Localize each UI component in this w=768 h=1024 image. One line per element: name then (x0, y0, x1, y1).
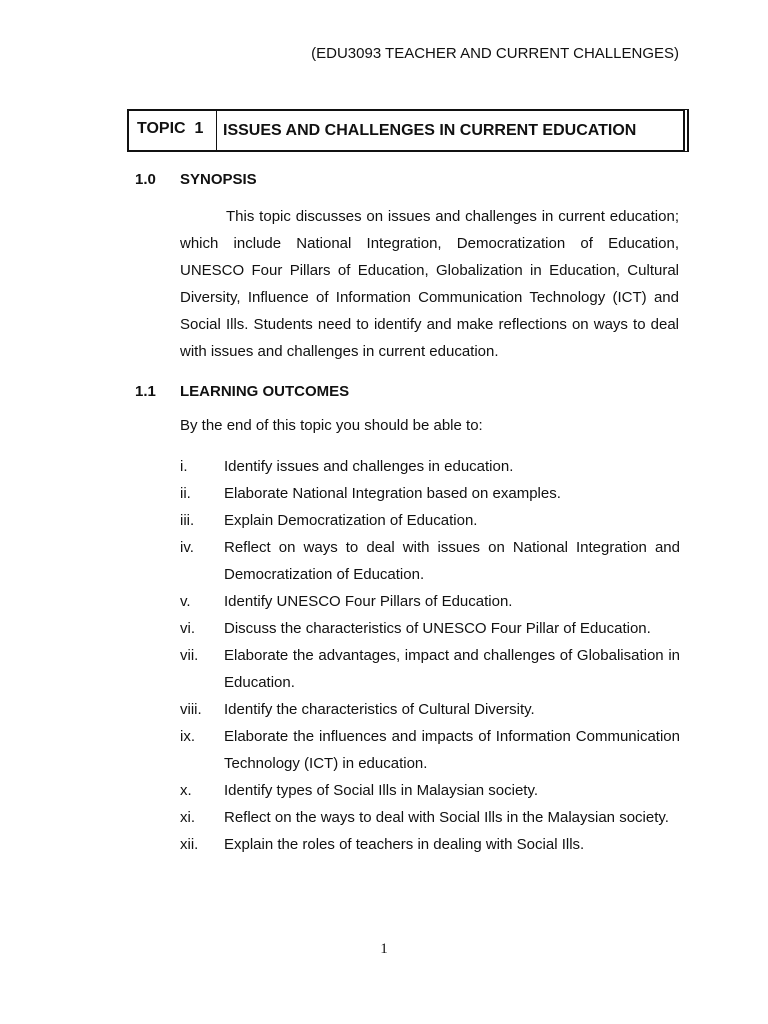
list-item-text: Elaborate the advantages, impact and challenges of Globalisation in Education. (224, 647, 680, 691)
list-item-number: x. (180, 782, 192, 799)
list-item-text: Explain Democratization of Education. (224, 512, 478, 529)
list-item (180, 642, 680, 696)
outcomes-intro: By the end of this topic you should be able to: (180, 417, 483, 434)
list-item (180, 588, 680, 615)
list-item-number: i. (180, 458, 188, 475)
list-item-number: xii. (180, 836, 199, 853)
list-item-number: v. (180, 593, 191, 610)
list-item-number: viii. (180, 701, 202, 718)
list-item (180, 480, 680, 507)
list-item (180, 804, 680, 831)
list-item-number: iv. (180, 539, 194, 556)
topic-title: ISSUES AND CHALLENGES IN CURRENT EDUCATION (223, 122, 637, 139)
page-number: 1 (380, 941, 388, 957)
section-number: 1.1 (135, 383, 156, 400)
synopsis-text: This topic discusses on issues and challenges in current education; which include National Integration, Democratization of Education, UNESCO Four Pillars of Education, Globalization in Education, Cultural Diversity, Influence of Information Communication Technology (ICT) and Social Ills. Students need to identify and make reflections on ways to deal with issues and challenges in current education. (180, 208, 679, 360)
synopsis-paragraph (180, 203, 679, 365)
list-item-number: iii. (180, 512, 195, 529)
list-item-number: vii. (180, 647, 199, 664)
section-title: SYNOPSIS (180, 171, 257, 188)
list-item (180, 534, 680, 588)
list-item-text: Discuss the characteristics of UNESCO Four Pillar of Education. (224, 620, 651, 637)
list-item (180, 831, 680, 858)
list-item-text: Identify issues and challenges in education. (224, 458, 514, 475)
list-item-text: Identify the characteristics of Cultural Diversity. (224, 701, 535, 718)
list-item-text: Explain the roles of teachers in dealing with Social Ills. (224, 836, 585, 853)
topic-banner (127, 109, 685, 152)
outcomes-list (180, 453, 680, 858)
list-item-number: ii. (180, 485, 191, 502)
list-item (180, 723, 680, 777)
list-item-text: Identify UNESCO Four Pillars of Education. (224, 593, 513, 610)
list-item-text: Reflect on the ways to deal with Social Ills in the Malaysian society. (224, 809, 669, 826)
list-item-number: vi. (180, 620, 195, 637)
section-title: LEARNING OUTCOMES (180, 383, 350, 400)
section-number: 1.0 (135, 171, 156, 188)
list-item (180, 615, 680, 642)
list-item (180, 696, 680, 723)
list-item-text: Identify types of Social Ills in Malaysian society. (224, 782, 539, 799)
list-item (180, 777, 680, 804)
list-item-text: Elaborate National Integration based on examples. (224, 485, 561, 502)
list-item-number: ix. (180, 728, 195, 745)
list-item-text: Reflect on ways to deal with issues on National Integration and Democratization of Education. (224, 539, 680, 583)
list-item-number: xi. (180, 809, 195, 826)
list-item (180, 507, 680, 534)
running-header: (EDU3093 TEACHER AND CURRENT CHALLENGES) (311, 45, 679, 62)
list-item-text: Elaborate the influences and impacts of Information Communication Technology (ICT) in education. (224, 728, 680, 772)
topic-label: TOPIC 1 (129, 111, 217, 150)
list-item (180, 453, 680, 480)
